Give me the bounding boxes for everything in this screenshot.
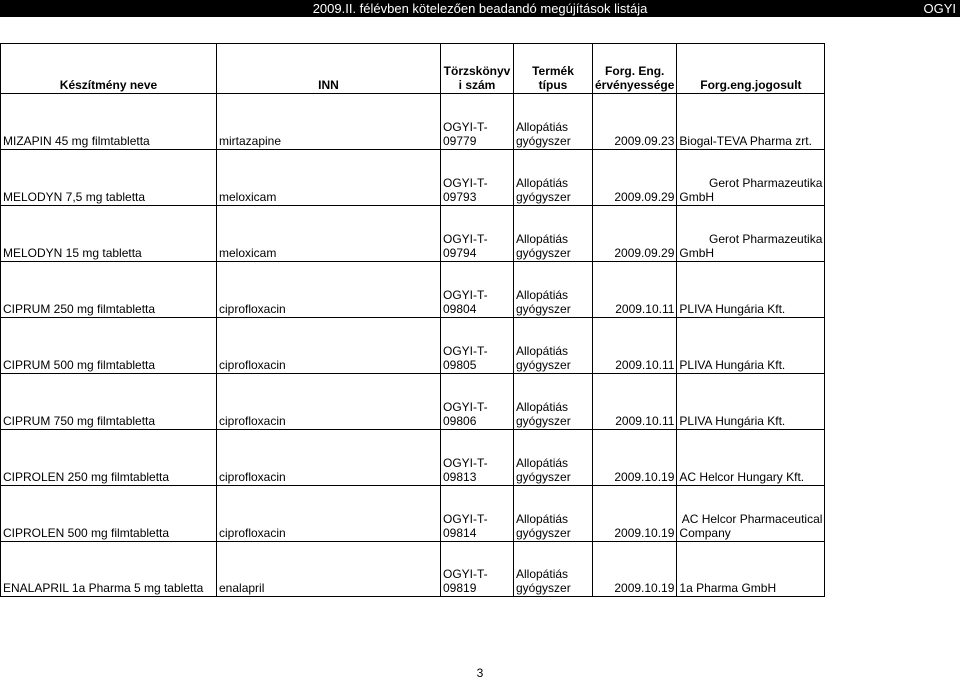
validity-date-cell: 2009.10.19 <box>593 486 677 542</box>
product-type-cell: Allopátiás gyógyszer <box>514 430 593 486</box>
column-header-validity: Forg. Eng. érvényessége <box>593 44 677 94</box>
license-holder-cell: Gerot Pharmazeutika GmbH <box>677 206 825 262</box>
product-type-cell: Allopátiás gyógyszer <box>514 150 593 206</box>
column-header-name: Készítmény neve <box>1 44 217 94</box>
table-row <box>1 542 825 597</box>
table-row <box>1 486 825 542</box>
product-name-cell: MIZAPIN 45 mg filmtabletta <box>1 94 217 150</box>
registration-number-cell: OGYI-T- 09814 <box>441 486 514 542</box>
license-holder-cell: PLIVA Hungária Kft. <box>677 374 825 430</box>
table-row <box>1 94 825 150</box>
inn-cell: ciprofloxacin <box>217 318 441 374</box>
product-type-cell: Allopátiás gyógyszer <box>514 486 593 542</box>
validity-date-cell: 2009.09.29 <box>593 206 677 262</box>
inn-cell: mirtazapine <box>217 94 441 150</box>
column-header-holder: Forg.eng.jogosult <box>677 44 825 94</box>
product-type-cell: Allopátiás gyógyszer <box>514 374 593 430</box>
product-name-cell: CIPRUM 750 mg filmtabletta <box>1 374 217 430</box>
inn-cell: meloxicam <box>217 150 441 206</box>
product-type-cell: Allopátiás gyógyszer <box>514 206 593 262</box>
product-name-cell: MELODYN 7,5 mg tabletta <box>1 150 217 206</box>
product-name-cell: MELODYN 15 mg tabletta <box>1 206 217 262</box>
table-row <box>1 262 825 318</box>
registration-number-cell: OGYI-T- 09804 <box>441 262 514 318</box>
table-row <box>1 374 825 430</box>
license-holder-cell: AC Helcor Pharmaceutical Company <box>677 486 825 542</box>
registration-number-cell: OGYI-T- 09819 <box>441 542 514 597</box>
license-holder-cell: Gerot Pharmazeutika GmbH <box>677 150 825 206</box>
registration-number-cell: OGYI-T- 09794 <box>441 206 514 262</box>
registration-number-cell: OGYI-T- 09779 <box>441 94 514 150</box>
product-name-cell: CIPROLEN 250 mg filmtabletta <box>1 430 217 486</box>
document-title: 2009.II. félévben kötelezően beadandó megújítások listája <box>312 1 648 16</box>
registration-number-cell: OGYI-T- 09793 <box>441 150 514 206</box>
table-header-row <box>1 44 825 94</box>
license-holder-cell: PLIVA Hungária Kft. <box>677 262 825 318</box>
document-header <box>0 0 960 17</box>
license-holder-cell: 1a Pharma GmbH <box>677 542 825 597</box>
registration-number-cell: OGYI-T- 09813 <box>441 430 514 486</box>
page-number: 3 <box>476 666 484 680</box>
product-type-cell: Allopátiás gyógyszer <box>514 94 593 150</box>
inn-cell: ciprofloxacin <box>217 430 441 486</box>
validity-date-cell: 2009.10.11 <box>593 262 677 318</box>
validity-date-cell: 2009.10.19 <box>593 430 677 486</box>
inn-cell: ciprofloxacin <box>217 486 441 542</box>
table-row <box>1 430 825 486</box>
license-holder-cell: Biogal-TEVA Pharma zrt. <box>677 94 825 150</box>
license-holder-cell: PLIVA Hungária Kft. <box>677 318 825 374</box>
product-name-cell: CIPROLEN 500 mg filmtabletta <box>1 486 217 542</box>
organization-label: OGYI <box>923 1 956 16</box>
column-header-registration: Törzskönyv i szám <box>441 44 514 94</box>
inn-cell: meloxicam <box>217 206 441 262</box>
validity-date-cell: 2009.09.23 <box>593 94 677 150</box>
license-holder-cell: AC Helcor Hungary Kft. <box>677 430 825 486</box>
renewal-table <box>0 43 825 597</box>
product-type-cell: Allopátiás gyógyszer <box>514 542 593 597</box>
validity-date-cell: 2009.10.11 <box>593 318 677 374</box>
registration-number-cell: OGYI-T- 09806 <box>441 374 514 430</box>
table-row <box>1 206 825 262</box>
inn-cell: enalapril <box>217 542 441 597</box>
table-row <box>1 150 825 206</box>
validity-date-cell: 2009.09.29 <box>593 150 677 206</box>
column-header-inn: INN <box>217 44 441 94</box>
product-name-cell: CIPRUM 250 mg filmtabletta <box>1 262 217 318</box>
column-header-type: Termék típus <box>514 44 593 94</box>
product-type-cell: Allopátiás gyógyszer <box>514 318 593 374</box>
validity-date-cell: 2009.10.11 <box>593 374 677 430</box>
inn-cell: ciprofloxacin <box>217 262 441 318</box>
validity-date-cell: 2009.10.19 <box>593 542 677 597</box>
product-name-cell: CIPRUM 500 mg filmtabletta <box>1 318 217 374</box>
product-name-cell: ENALAPRIL 1a Pharma 5 mg tabletta <box>1 542 217 597</box>
product-type-cell: Allopátiás gyógyszer <box>514 262 593 318</box>
registration-number-cell: OGYI-T- 09805 <box>441 318 514 374</box>
table-row <box>1 318 825 374</box>
inn-cell: ciprofloxacin <box>217 374 441 430</box>
